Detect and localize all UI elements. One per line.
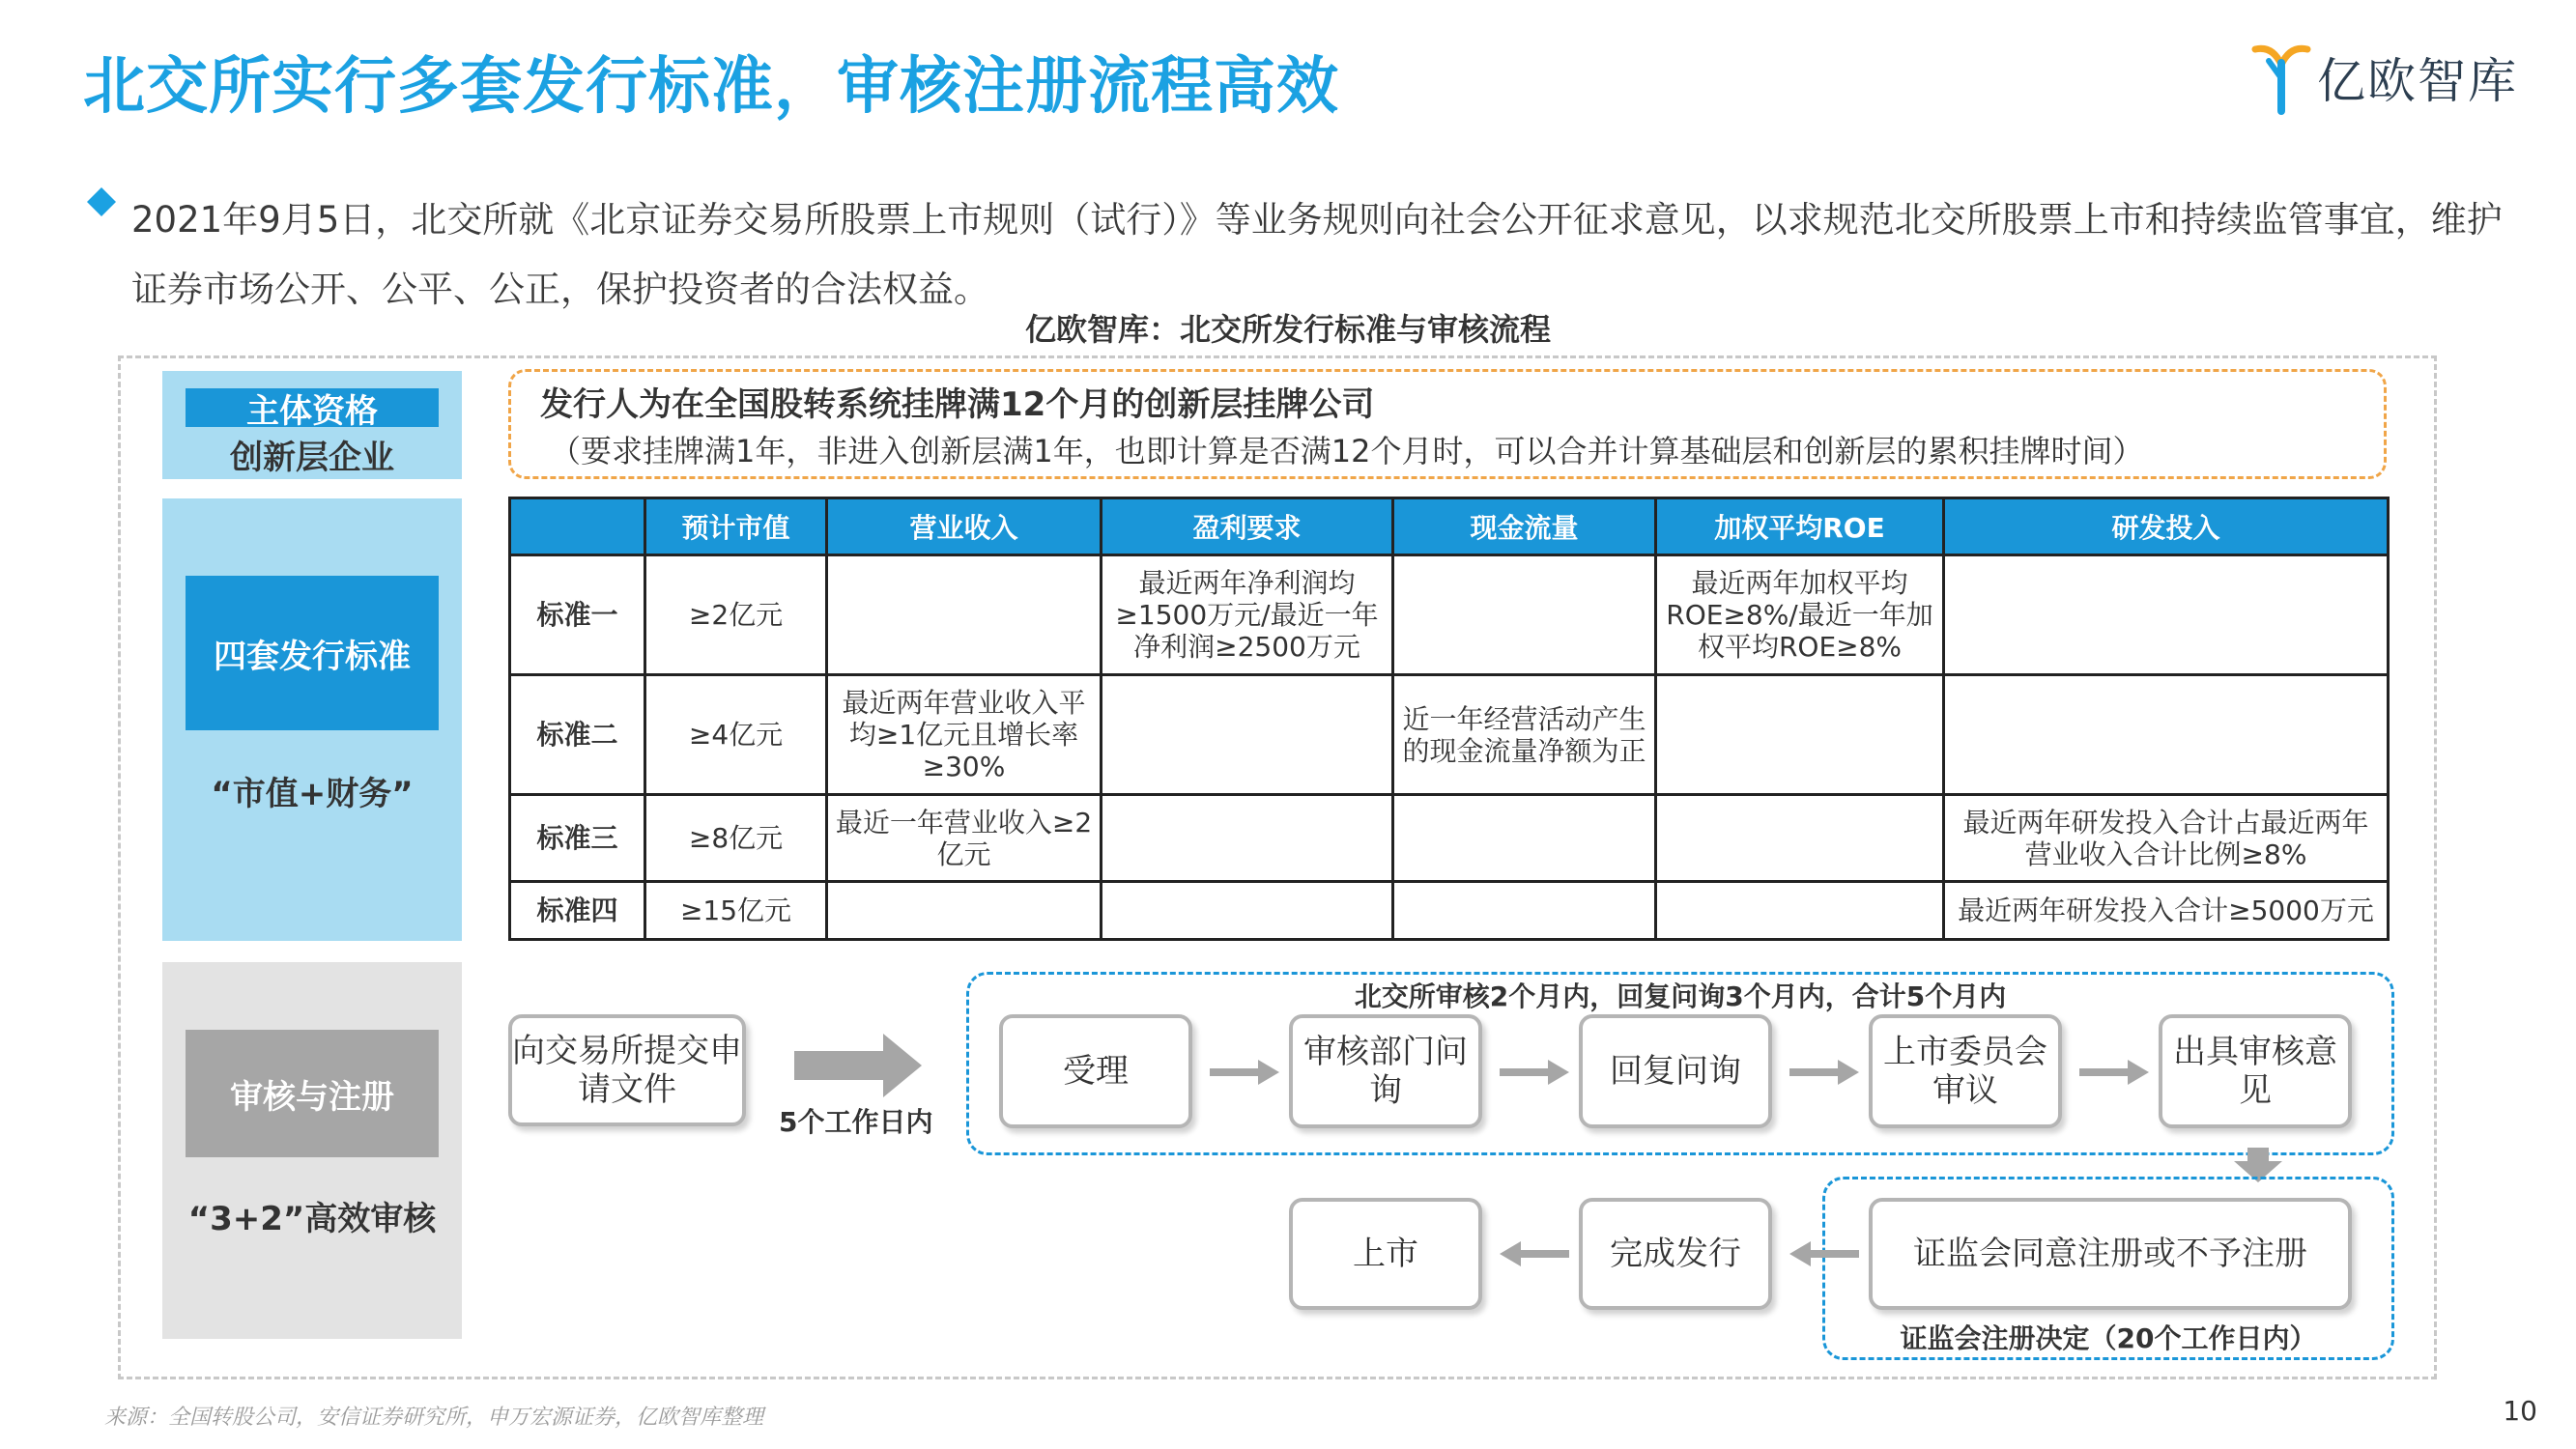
submit-caption: 5个工作日内	[779, 1106, 933, 1138]
table-header-cell: 加权平均ROE	[1656, 498, 1944, 555]
table-cell	[1393, 555, 1656, 675]
table-cell: ≥2亿元	[645, 555, 827, 675]
table-cell: ≥4亿元	[645, 675, 827, 795]
diamond-bullet-icon	[85, 185, 118, 218]
table-cell	[1102, 675, 1393, 795]
table-cell: 标准一	[510, 555, 645, 675]
table-cell: 近一年经营活动产生的现金流量净额为正	[1393, 675, 1656, 795]
table-header-cell: 研发投入	[1944, 498, 2389, 555]
page-title: 北交所实行多套发行标准，审核注册流程高效	[83, 51, 1339, 123]
arrow-right-icon	[1210, 1058, 1279, 1087]
standards-tag: 四套发行标准	[186, 576, 439, 730]
figure-subtitle: 亿欧智库：北交所发行标准与审核流程	[1024, 311, 1551, 348]
submit-step-box: 向交易所提交申请文件	[508, 1014, 746, 1126]
standards-table	[508, 497, 2390, 941]
table-header-cell: 盈利要求	[1102, 498, 1393, 555]
logo-icon	[2251, 40, 2311, 115]
eligibility-tag: 主体资格	[186, 388, 439, 427]
table-cell	[1656, 675, 1944, 795]
table-row	[510, 795, 2389, 882]
table-cell	[1944, 555, 2389, 675]
source-note: 来源：全国转股公司，安信证券研究所，申万宏源证券，亿欧智库整理	[104, 1406, 764, 1430]
table-cell: ≥8亿元	[645, 795, 827, 882]
intro-paragraph: 2021年9月5日，北交所就《北京证券交易所股票上市规则（试行）》等业务规则向社会公开征求意见，以求规范北交所股票上市和持续监管事宜，维护证券市场公开、公平、公正，保护投资者的合法权益。	[131, 199, 2503, 310]
logo	[2251, 35, 2518, 120]
table-cell	[1102, 882, 1393, 940]
table-cell	[827, 882, 1102, 940]
table-cell	[1393, 795, 1656, 882]
table-row	[510, 675, 2389, 795]
step-accept-box: 受理	[999, 1014, 1192, 1128]
exchange-caption: 北交所审核2个月内，回复问询3个月内，合计5个月内	[1354, 980, 2007, 1012]
table-cell	[1102, 795, 1393, 882]
table-cell: 标准二	[510, 675, 645, 795]
review-tag: 审核与注册	[186, 1030, 439, 1157]
step-reply-box: 回复问询	[1579, 1014, 1772, 1128]
review-subtext: “3+2”高效审核	[187, 1200, 437, 1238]
standards-band	[162, 498, 462, 941]
table-row	[510, 882, 2389, 940]
arrow-right-icon	[1500, 1058, 1569, 1087]
table-header-cell	[510, 498, 645, 555]
step-opinion-box: 出具审核意见	[2159, 1014, 2352, 1128]
table-cell: 最近两年净利润均≥1500万元/最近一年净利润≥2500万元	[1102, 555, 1393, 675]
big-arrow-right-icon	[794, 1034, 922, 1097]
eligibility-box	[508, 369, 2387, 479]
table-header-cell: 营业收入	[827, 498, 1102, 555]
table-cell: 标准三	[510, 795, 645, 882]
eligibility-line1: 发行人为在全国股转系统挂牌满12个月的创新层挂牌公司	[540, 385, 1375, 424]
table-row	[510, 555, 2389, 675]
table-cell	[1393, 882, 1656, 940]
csrc-caption: 证监会注册决定（20个工作日内）	[1900, 1322, 2317, 1354]
eligibility-subtext: 创新层企业	[230, 439, 394, 477]
table-header-cell: 现金流量	[1393, 498, 1656, 555]
table-cell	[1656, 882, 1944, 940]
arrow-left-icon	[1789, 1239, 1859, 1268]
table-cell	[827, 555, 1102, 675]
listing-step-box: 上市	[1289, 1198, 1482, 1310]
review-band	[162, 962, 462, 1339]
step-inquiry-box: 审核部门问询	[1289, 1014, 1482, 1128]
table-header-row	[510, 498, 2389, 555]
step-committee-box: 上市委员会审议	[1869, 1014, 2062, 1128]
csrc-step-box: 证监会同意注册或不予注册	[1869, 1198, 2352, 1310]
table-cell: 最近一年营业收入≥2亿元	[827, 795, 1102, 882]
eligibility-band	[162, 371, 462, 479]
table-cell	[1944, 675, 2389, 795]
table-cell: 标准四	[510, 882, 645, 940]
issue-step-box: 完成发行	[1579, 1198, 1772, 1310]
table-header-cell: 预计市值	[645, 498, 827, 555]
page-number: 10	[2503, 1395, 2537, 1427]
arrow-right-icon	[2079, 1058, 2149, 1087]
table-cell: ≥15亿元	[645, 882, 827, 940]
arrow-left-icon	[1500, 1239, 1569, 1268]
eligibility-line2: （要求挂牌满1年，非进入创新层满1年，也即计算是否满12个月时，可以合并计算基础层和创新层的累积挂牌时间）	[550, 433, 2144, 469]
arrow-right-icon	[1789, 1058, 1859, 1087]
table-cell	[1656, 795, 1944, 882]
table-cell: 最近两年研发投入合计≥5000万元	[1944, 882, 2389, 940]
standards-subtext: “市值+财务”	[211, 775, 414, 813]
logo-text: 亿欧智库	[2317, 53, 2518, 109]
table-cell: 最近两年研发投入合计占最近两年营业收入合计比例≥8%	[1944, 795, 2389, 882]
table-cell: 最近两年营业收入平均≥1亿元且增长率≥30%	[827, 675, 1102, 795]
table-cell: 最近两年加权平均ROE≥8%/最近一年加权平均ROE≥8%	[1656, 555, 1944, 675]
